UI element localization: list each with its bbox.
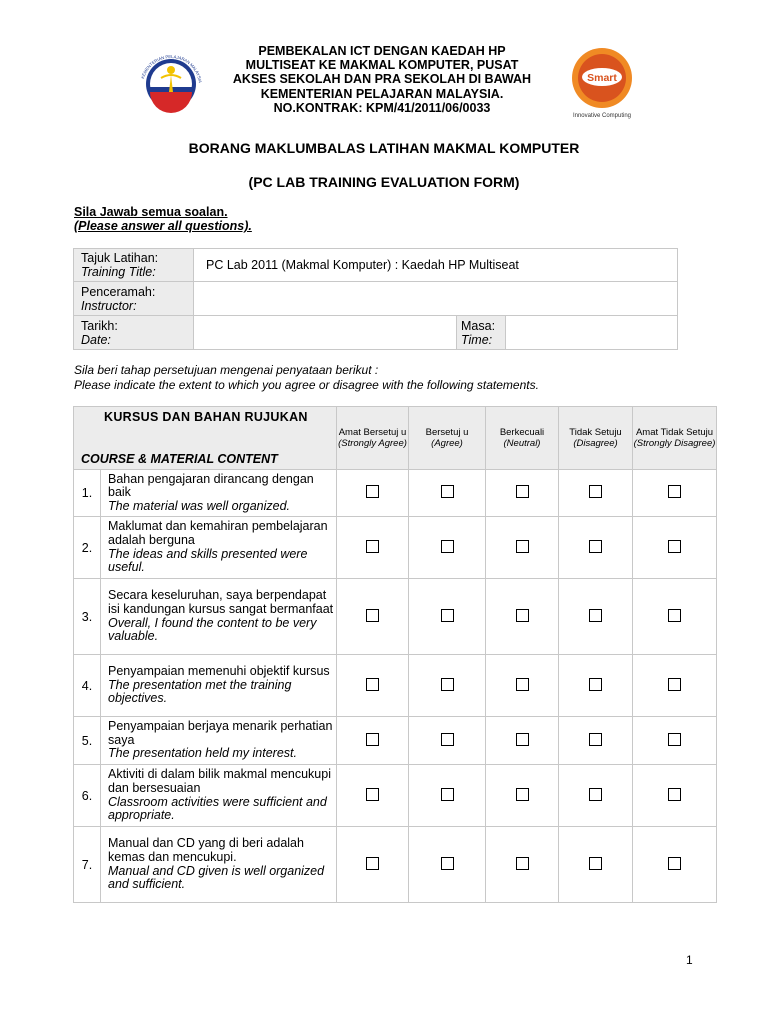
statement [101, 517, 337, 579]
scale-label-my: Amat Tidak Setuju [635, 427, 714, 438]
training-info-table [73, 248, 678, 350]
table-row [74, 765, 717, 827]
table-row [74, 517, 717, 579]
checkbox-neutral[interactable] [516, 609, 529, 622]
checkbox-neutral[interactable] [516, 857, 529, 870]
checkbox-disagree[interactable] [589, 485, 602, 498]
statement-english: Classroom activities were sufficient and appropriate. [108, 794, 327, 823]
instruction-english: (Please answer all questions). [74, 219, 252, 233]
checkbox-agree[interactable] [441, 788, 454, 801]
statement-english: Manual and CD given is well organized and sufficient. [108, 863, 325, 892]
checkbox-strongly-disagree[interactable] [668, 678, 681, 691]
scale-disagree [559, 407, 633, 470]
row-number: 3. [74, 579, 101, 655]
statement-english: Overall, I found the content to be very valuable. [108, 615, 317, 644]
checkbox-strongly-disagree[interactable] [668, 857, 681, 870]
scale-label-en: (Strongly Disagree) [633, 438, 716, 449]
smart-logo-brand: Smart [587, 72, 617, 84]
training-title-label-en: Training Title: [81, 265, 156, 279]
agreement-instruction-malay: Sila beri tahap persetujuan mengenai penyataan berikut : [74, 363, 379, 377]
instructor-field[interactable] [194, 282, 678, 316]
checkbox-disagree[interactable] [589, 733, 602, 746]
training-title-label [74, 249, 194, 282]
checkbox-disagree[interactable] [589, 857, 602, 870]
scale-strongly-agree [337, 407, 409, 470]
time-label-my: Masa: [461, 318, 496, 333]
row-number: 7. [74, 827, 101, 903]
section-title-malay: KURSUS DAN BAHAN RUJUKAN [104, 410, 308, 424]
agreement-instruction-english: Please indicate the extent to which you agree or disagree with the following statements. [74, 377, 539, 392]
instructor-label-en: Instructor: [81, 298, 137, 313]
statement-english: The material was well organized. [108, 498, 291, 513]
statement [101, 470, 337, 517]
scale-label-en: (Disagree) [573, 438, 618, 449]
scale-label-en: (Strongly Agree) [338, 438, 407, 449]
checkbox-strongly-disagree[interactable] [668, 733, 681, 746]
row-number: 1. [74, 470, 101, 517]
header-line: KEMENTERIAN PELAJARAN MALAYSIA. [260, 86, 504, 101]
header-line: AKSES SEKOLAH DAN PRA SEKOLAH DI BAWAH [232, 72, 532, 87]
checkbox-agree[interactable] [441, 857, 454, 870]
ministry-logo-text: KEMENTERIAN PELAJARAN MALAYSIA [140, 53, 203, 84]
scale-label-my: Berkecuali [499, 427, 545, 438]
checkbox-agree[interactable] [441, 485, 454, 498]
checkbox-neutral[interactable] [516, 540, 529, 553]
table-row [74, 579, 717, 655]
checkbox-strongly-agree[interactable] [366, 788, 379, 801]
checkbox-strongly-disagree[interactable] [668, 485, 681, 498]
instruction-malay: Sila Jawab semua soalan. [74, 205, 228, 219]
checkbox-strongly-agree[interactable] [366, 485, 379, 498]
checkbox-neutral[interactable] [516, 678, 529, 691]
statement-english: The ideas and skills presented were useful. [108, 546, 308, 575]
scale-label-en: (Neutral) [503, 438, 541, 449]
header-line: NO.KONTRAK: KPM/41/2011/06/0033 [273, 100, 491, 115]
statement-english: The presentation held my interest. [108, 746, 297, 761]
statement [101, 717, 337, 765]
training-title-value: PC Lab 2011 (Makmal Komputer) : Kaedah HP Multiseat [206, 258, 519, 272]
ministry-logo [133, 48, 209, 120]
statement [101, 827, 337, 903]
statement [101, 579, 337, 655]
checkbox-agree[interactable] [441, 609, 454, 622]
header-line: PEMBEKALAN ICT DENGAN KAEDAH HP [258, 44, 506, 58]
date-field[interactable] [194, 316, 457, 350]
scale-label-my: Tidak Setuju [569, 427, 622, 438]
agreement-instruction [74, 363, 539, 392]
statement-malay: Maklumat dan kemahiran pembelajaran adalah berguna [108, 519, 328, 547]
scale-label-my: Amat Bersetuj u [338, 427, 407, 438]
checkbox-disagree[interactable] [589, 678, 602, 691]
checkbox-strongly-agree[interactable] [366, 857, 379, 870]
table-row [74, 470, 717, 517]
statement-malay: Bahan pengajaran dirancang dengan baik [108, 471, 314, 500]
checkbox-neutral[interactable] [516, 733, 529, 746]
checkbox-neutral[interactable] [516, 485, 529, 498]
table-row [74, 655, 717, 717]
checkbox-disagree[interactable] [589, 540, 602, 553]
scale-neutral [486, 407, 559, 470]
scale-label-en: (Agree) [431, 438, 463, 449]
date-label-en: Date: [81, 332, 111, 347]
statement [101, 765, 337, 827]
checkbox-strongly-disagree[interactable] [668, 609, 681, 622]
training-title-field[interactable] [194, 249, 678, 282]
checkbox-strongly-agree[interactable] [366, 678, 379, 691]
statement-malay: Manual dan CD yang di beri adalah kemas dan mencukupi. [108, 836, 304, 864]
time-label [457, 316, 506, 350]
row-number: 4. [74, 655, 101, 717]
instructor-label [74, 282, 194, 316]
scale-strongly-disagree [633, 407, 717, 470]
checkbox-agree[interactable] [441, 540, 454, 553]
row-number: 5. [74, 717, 101, 765]
row-number: 6. [74, 765, 101, 827]
statement-malay: Penyampaian berjaya menarik perhatian saya [108, 719, 333, 747]
checkbox-strongly-disagree[interactable] [668, 540, 681, 553]
contract-header [222, 44, 542, 115]
checkbox-disagree[interactable] [589, 788, 602, 801]
instructor-label-my: Penceramah: [81, 284, 156, 299]
page-number: 1 [686, 953, 693, 967]
form-title-english: (PC LAB TRAINING EVALUATION FORM) [248, 174, 520, 190]
instructions [74, 205, 252, 233]
time-field[interactable] [506, 316, 678, 350]
header-line: MULTISEAT KE MAKMAL KOMPUTER, PUSAT [245, 58, 519, 73]
section-title-english: COURSE & MATERIAL CONTENT [81, 452, 278, 466]
checkbox-disagree[interactable] [589, 609, 602, 622]
table-row [74, 717, 717, 765]
statement-malay: Penyampaian memenuhi objektif kursus [108, 664, 330, 679]
table-row [74, 827, 717, 903]
checkbox-agree[interactable] [441, 733, 454, 746]
scale-agree [409, 407, 486, 470]
section-header [74, 407, 337, 470]
checkbox-strongly-agree[interactable] [366, 540, 379, 553]
statement-malay: Aktiviti di dalam bilik makmal mencukupi dan bersesuaian [108, 767, 331, 795]
checkbox-neutral[interactable] [516, 788, 529, 801]
evaluation-table [73, 406, 717, 903]
checkbox-agree[interactable] [441, 678, 454, 691]
statement [101, 655, 337, 717]
checkbox-strongly-disagree[interactable] [668, 788, 681, 801]
smart-logo [563, 46, 641, 122]
date-label [74, 316, 194, 350]
checkbox-strongly-agree[interactable] [366, 733, 379, 746]
smart-logo-tagline: Innovative Computing [572, 113, 632, 119]
date-label-my: Tarikh: [81, 318, 118, 333]
time-label-en: Time: [461, 332, 493, 347]
form-title-malay: BORANG MAKLUMBALAS LATIHAN MAKMAL KOMPUTER [188, 140, 580, 156]
statement-malay: Secara keseluruhan, saya berpendapat isi kandungan kursus sangat bermanfaat [108, 588, 334, 616]
scale-label-my: Bersetuj u [425, 427, 469, 438]
checkbox-strongly-agree[interactable] [366, 609, 379, 622]
statement-english: The presentation met the training objectives. [108, 677, 292, 706]
row-number: 2. [74, 517, 101, 579]
training-title-label-my: Tajuk Latihan: [81, 251, 159, 265]
